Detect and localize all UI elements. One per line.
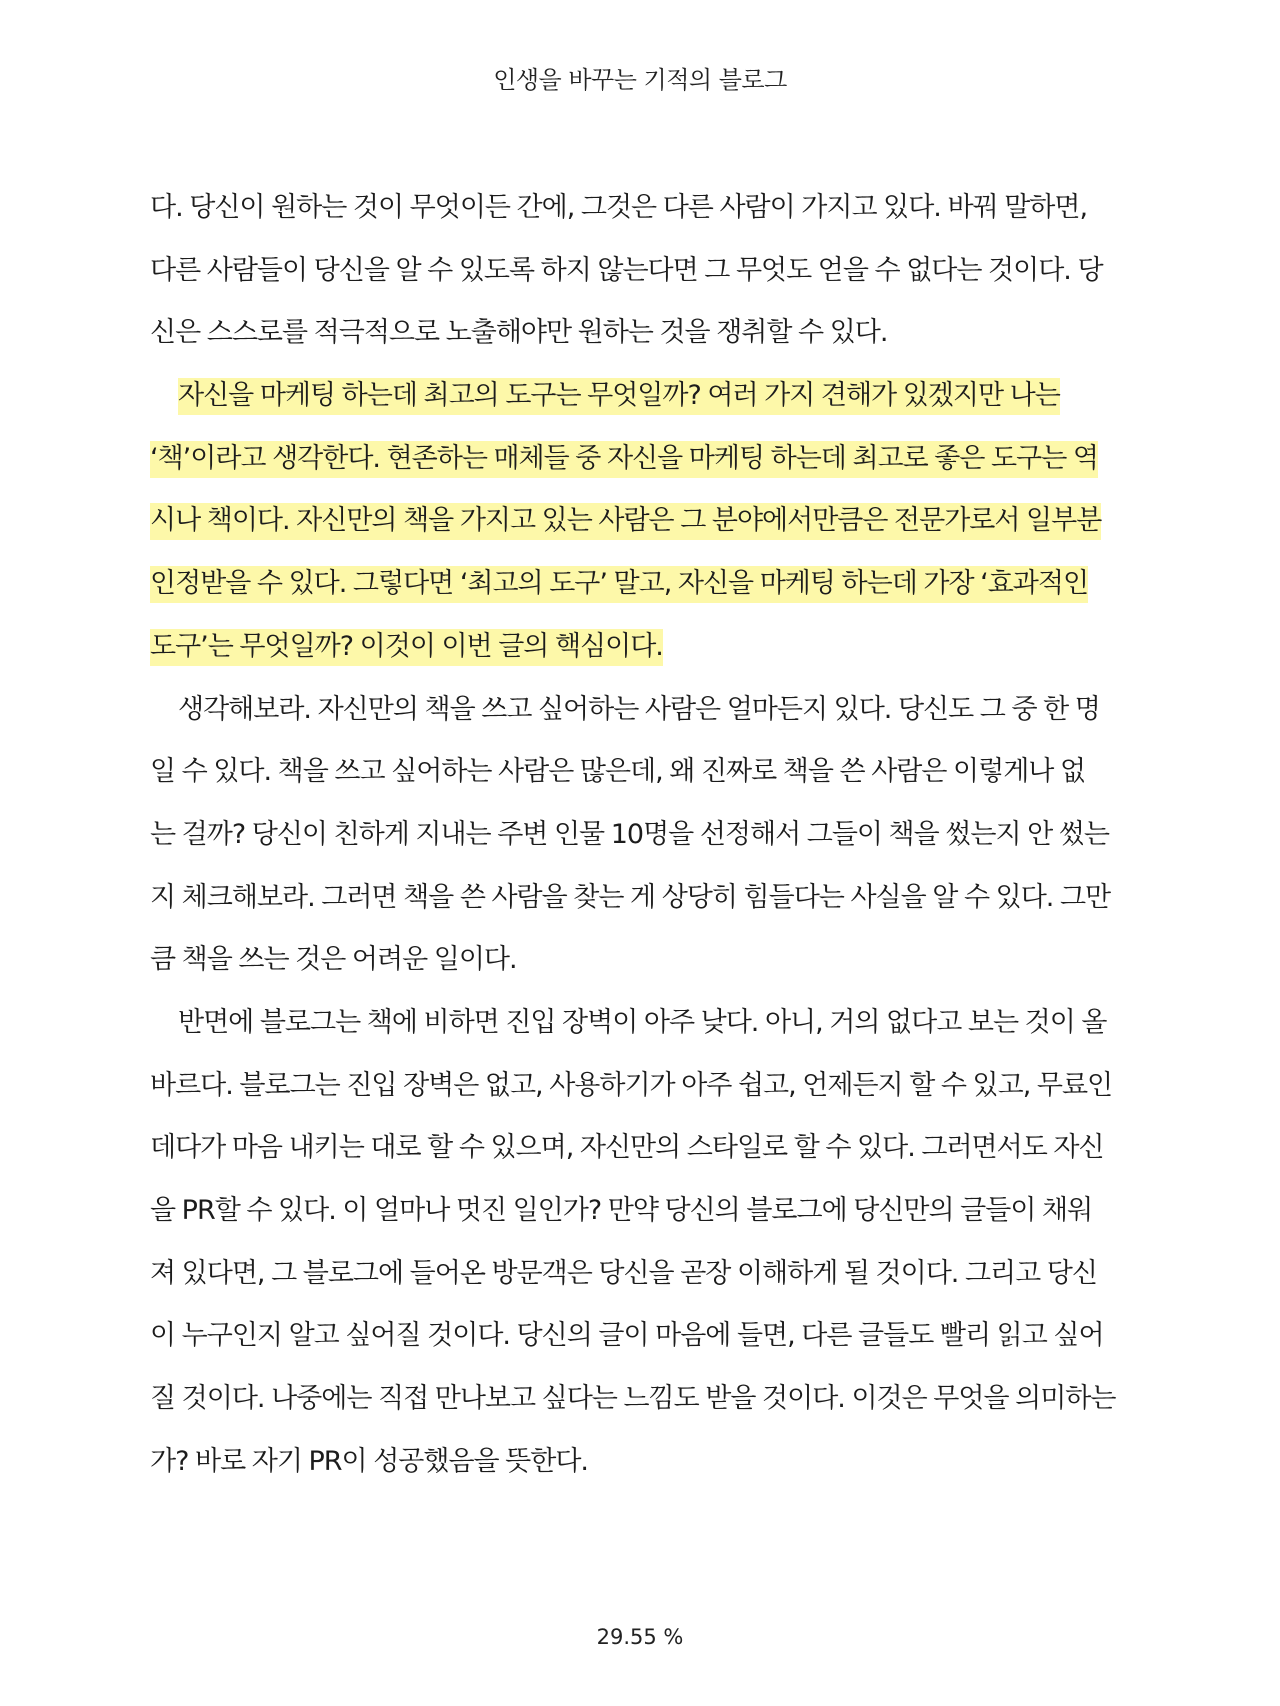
line-text: 는 걸까? 당신이 친하게 지내는 주변 인물 10명을 선정해서 그들이 책을 썼는지 안 썼는	[150, 818, 1109, 850]
highlighted-text[interactable]: ‘책’이라고 생각한다. 현존하는 매체들 중 자신을 마케팅 하는데 최고로 좋은 도구는 역	[150, 441, 1098, 478]
text-line-highlighted	[150, 378, 1140, 441]
line-text: 바르다. 블로그는 진입 장벽은 없고, 사용하기가 아주 쉽고, 언제든지 할 수 있고, 무료인	[150, 1069, 1113, 1101]
text-line-highlighted	[150, 566, 1140, 629]
reading-progress: 29.55 %	[596, 1625, 684, 1649]
line-text: 지 체크해보라. 그러면 책을 쓴 사람을 찾는 게 상당히 힘들다는 사실을 알 수 있다. 그만	[150, 881, 1111, 913]
text-line	[150, 1068, 1140, 1131]
text-line	[150, 817, 1140, 880]
line-text: 일 수 있다. 책을 쓰고 싶어하는 사람은 많은데, 왜 진짜로 책을 쓴 사람은 이렇게나 없	[150, 756, 1086, 788]
text-line-highlighted	[150, 503, 1140, 566]
line-text: 질 것이다. 나중에는 직접 만나보고 싶다는 느낌도 받을 것이다. 이것은 무엇을 의미하는	[150, 1383, 1116, 1415]
text-line	[150, 942, 1140, 1005]
text-line	[150, 1130, 1140, 1193]
text-line-highlighted	[150, 629, 1140, 692]
text-line	[150, 754, 1140, 817]
book-title: 인생을 바꾸는 기적의 블로그	[493, 66, 787, 94]
highlighted-text[interactable]: 도구’는 무엇일까? 이것이 이번 글의 핵심이다.	[150, 629, 663, 666]
text-line	[150, 1005, 1140, 1068]
text-line	[150, 1318, 1140, 1381]
line-text: 을 PR할 수 있다. 이 얼마나 멋진 일인가? 만약 당신의 블로그에 당신만의 글들이 채워	[150, 1195, 1093, 1226]
text-line	[150, 1193, 1140, 1256]
page-body[interactable]	[150, 190, 1140, 1506]
text-line-highlighted	[150, 441, 1140, 504]
line-text: 생각해보라. 자신만의 책을 쓰고 싶어하는 사람은 얼마든지 있다. 당신도 그 중 한 명	[178, 693, 1100, 725]
text-line	[150, 1381, 1140, 1444]
line-text: 져 있다면, 그 블로그에 들어온 방문객은 당신을 곧장 이해하게 될 것이다. 그리고 당신	[150, 1257, 1097, 1289]
line-text: 신은 스스로를 적극적으로 노출해야만 원하는 것을 쟁취할 수 있다.	[150, 317, 888, 349]
line-text: 데다가 마음 내키는 대로 할 수 있으며, 자신만의 스타일로 할 수 있다. 그러면서도 자신	[150, 1132, 1104, 1164]
highlighted-text[interactable]: 인정받을 수 있다. 그렇다면 ‘최고의 도구’ 말고, 자신을 마케팅 하는데 가장 ‘효과적인	[150, 566, 1088, 603]
line-text: 큼 책을 쓰는 것은 어려운 일이다.	[150, 944, 517, 976]
text-line	[150, 190, 1140, 253]
highlighted-text[interactable]: 시나 책이다. 자신만의 책을 가지고 있는 사람은 그 분야에서만큼은 전문가로서 일부분	[150, 503, 1101, 540]
text-line	[150, 880, 1140, 943]
text-line	[150, 692, 1140, 755]
line-text: 다. 당신이 원하는 것이 무엇이든 간에, 그것은 다른 사람이 가지고 있다. 바꿔 말하면,	[150, 192, 1088, 223]
line-text: 반면에 블로그는 책에 비하면 진입 장벽이 아주 낮다. 아니, 거의 없다고 보는 것이 올	[178, 1006, 1107, 1038]
text-line	[150, 1444, 1140, 1507]
line-text: 이 누구인지 알고 싶어질 것이다. 당신의 글이 마음에 들면, 다른 글들도 빨리 읽고 싶어	[150, 1320, 1104, 1352]
line-text: 가? 바로 자기 PR이 성공했음을 뜻한다.	[150, 1445, 589, 1477]
text-line	[150, 315, 1140, 378]
text-line	[150, 253, 1140, 316]
text-line	[150, 1256, 1140, 1319]
highlighted-text[interactable]: 자신을 마케팅 하는데 최고의 도구는 무엇일까? 여러 가지 견해가 있겠지만 나는	[178, 378, 1060, 415]
line-text: 다른 사람들이 당신을 알 수 있도록 하지 않는다면 그 무엇도 얻을 수 없다는 것이다. 당	[150, 254, 1103, 286]
